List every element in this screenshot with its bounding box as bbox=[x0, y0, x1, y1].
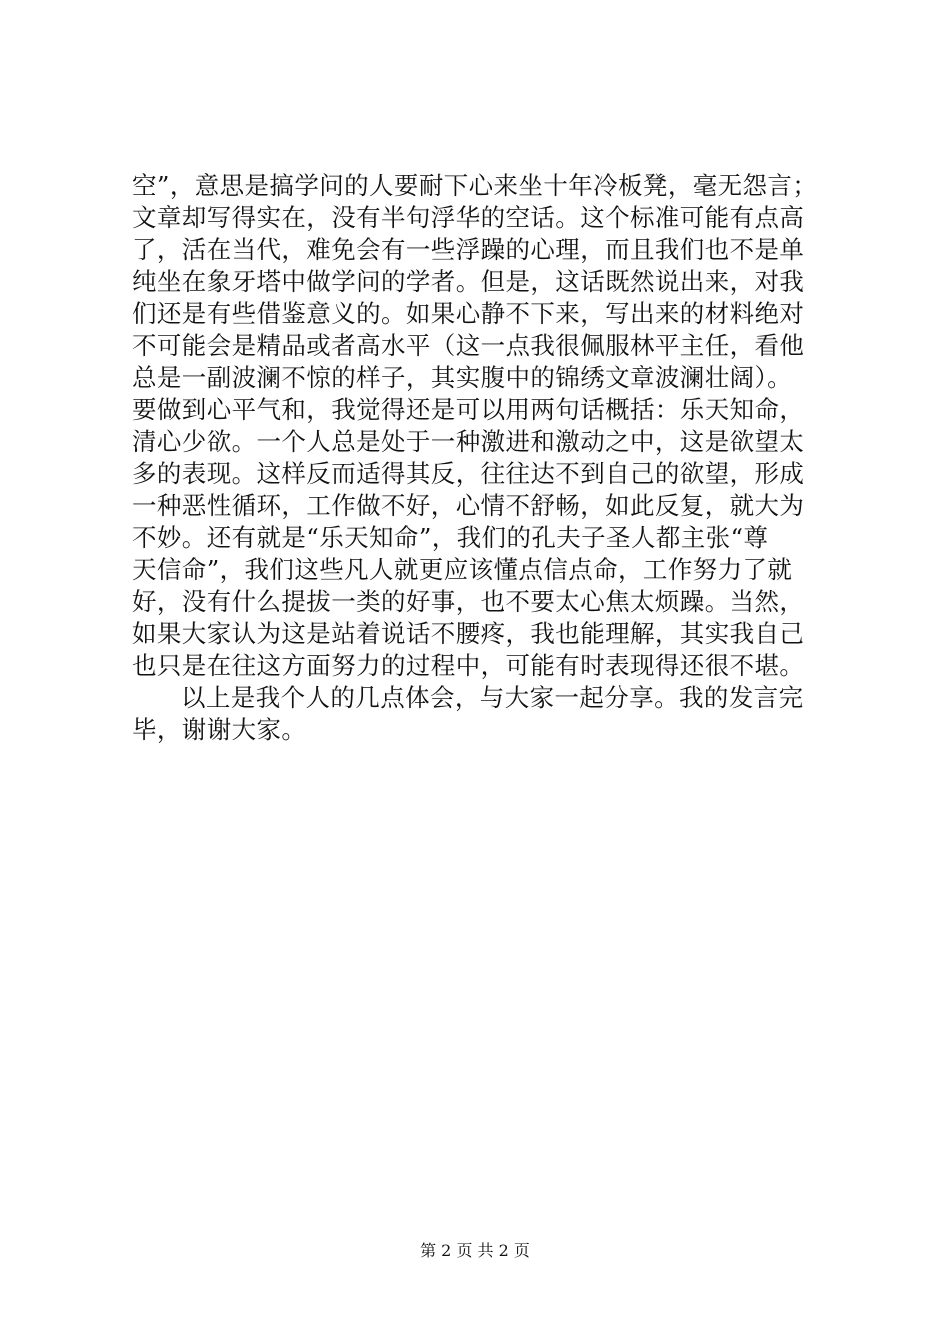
text-line: 了，活在当代，难免会有一些浮躁的心理，而且我们也不是单 bbox=[132, 235, 805, 264]
text-line: 如果大家认为这是站着说话不腰疼，我也能理解，其实我自己 bbox=[132, 619, 805, 648]
text-line: 文章却写得实在，没有半句浮华的空话。这个标准可能有点高 bbox=[132, 203, 805, 232]
text-line: 总是一副波澜不惊的样子，其实腹中的锦绣文章波澜壮阔）。 bbox=[132, 363, 793, 392]
text-line: 好，没有什么提拔一类的好事，也不要太心焦太烦躁。当然， bbox=[132, 587, 805, 616]
text-line: 毕，谢谢大家。 bbox=[132, 715, 307, 744]
body-text bbox=[132, 170, 832, 746]
text-line: 也只是在往这方面努力的过程中，可能有时表现得还很不堪。 bbox=[132, 651, 805, 680]
paragraph-start-line: 以上是我个人的几点体会，与大家一起分享。我的发言完 bbox=[181, 683, 804, 712]
text-line: 多的表现。这样反而适得其反，往往达不到自己的欲望，形成 bbox=[132, 459, 805, 488]
text-line: 们还是有些借鉴意义的。如果心静不下来，写出来的材料绝对 bbox=[132, 299, 805, 328]
text-line: 空”，意思是搞学问的人要耐下心来坐十年冷板凳，毫无怨言； bbox=[132, 171, 818, 200]
text-line: 纯坐在象牙塔中做学问的学者。但是，这话既然说出来，对我 bbox=[132, 267, 805, 296]
text-line: 清心少欲。一个人总是处于一种激进和激动之中，这是欲望太 bbox=[132, 427, 805, 456]
text-line: 不可能会是精品或者高水平（这一点我很佩服林平主任，看他 bbox=[132, 331, 805, 360]
page-footer bbox=[0, 1240, 950, 1262]
text-line: 不妙。还有就是“乐天知命”，我们的孔夫子圣人都主张“尊 bbox=[132, 523, 769, 552]
page-number: 第 2 页 共 2 页 bbox=[420, 1241, 530, 1260]
text-line: 天信命”，我们这些凡人就更应该懂点信点命，工作努力了就 bbox=[132, 555, 793, 584]
text-line: 一种恶性循环，工作做不好，心情不舒畅，如此反复，就大为 bbox=[132, 491, 805, 520]
text-line: 要做到心平气和，我觉得还是可以用两句话概括：乐天知命， bbox=[132, 395, 805, 424]
